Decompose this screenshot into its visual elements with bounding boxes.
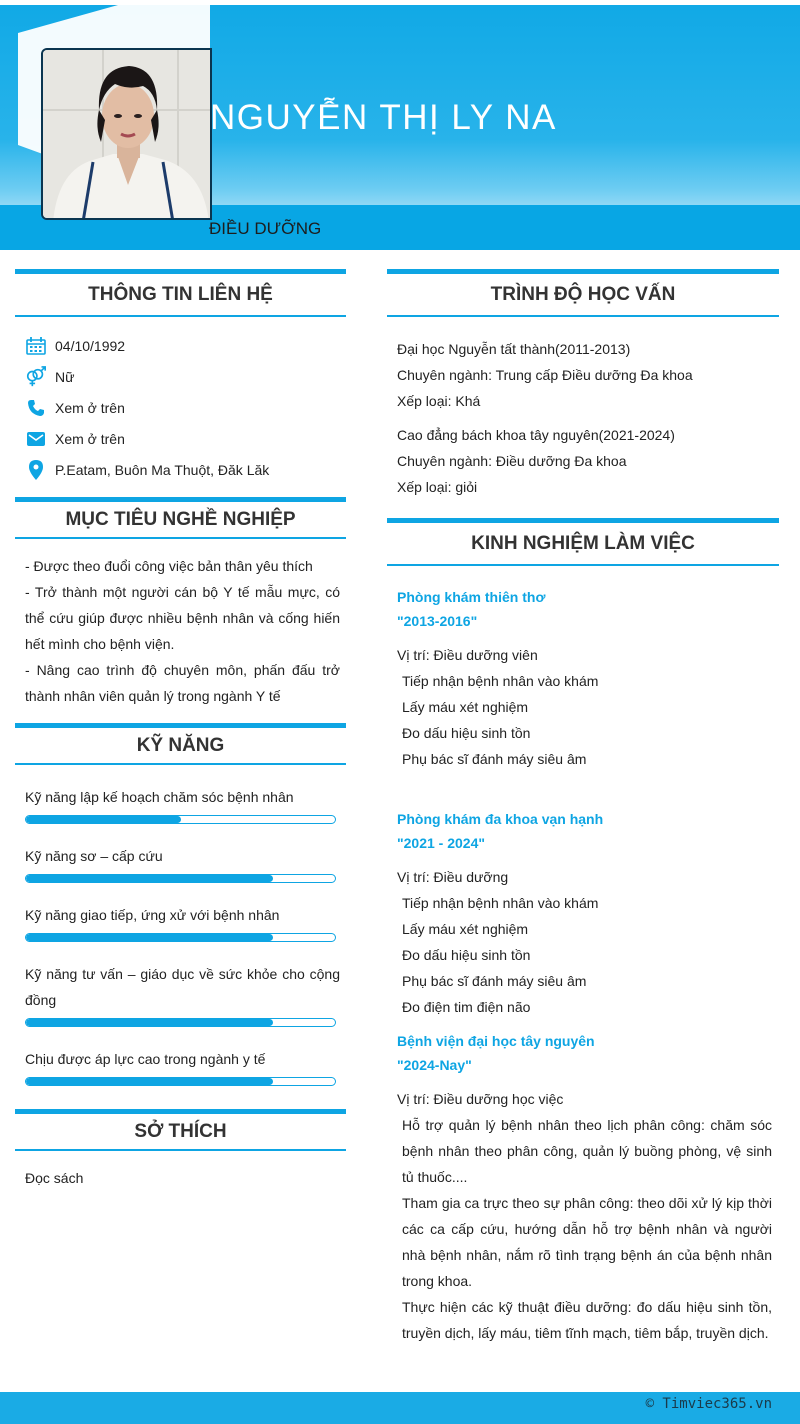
- job-period: "2024-Nay": [397, 1057, 472, 1073]
- footer-copyright[interactable]: © Timviec365.vn: [645, 1396, 772, 1412]
- contact-gender-value: Nữ: [55, 369, 75, 385]
- location-icon: [25, 459, 47, 481]
- skill-label: Chịu được áp lực cao trong ngành y tế: [25, 1051, 266, 1067]
- objective-line: - Được theo đuổi công việc bản thân yêu thích: [25, 558, 313, 574]
- contact-birthday: [25, 335, 125, 357]
- gender-icon: [25, 366, 47, 388]
- education-heading: TRÌNH ĐỘ HỌC VẤN: [387, 269, 779, 317]
- hobbies-heading: SỞ THÍCH: [15, 1109, 346, 1151]
- contact-phone: [25, 397, 125, 419]
- avatar-portrait-icon: [43, 50, 212, 220]
- job-details: [397, 1086, 772, 1346]
- job-task: Tiếp nhận bệnh nhân vào khám: [402, 673, 599, 689]
- job-position: Vị trí: Điều dưỡng viên: [397, 647, 538, 663]
- skill-bar-fill: [26, 816, 181, 823]
- education-rank: Xếp loại: giỏi: [397, 479, 478, 495]
- skill-label: Kỹ năng lập kế hoạch chăm sóc bệnh nhân: [25, 789, 294, 805]
- education-school: Đại học Nguyễn tất thành(2011-2013): [397, 341, 631, 357]
- skill-label: Kỹ năng sơ – cấp cứu: [25, 848, 163, 864]
- education-major: Chuyên ngành: Điều dưỡng Đa khoa: [397, 453, 627, 469]
- hobbies-text: Đọc sách: [25, 1170, 84, 1186]
- education-rank: Xếp loại: Khá: [397, 393, 481, 409]
- skill-bar: [25, 874, 336, 883]
- education-entry: [397, 422, 772, 500]
- avatar: [41, 48, 212, 220]
- skill-bar-fill: [26, 934, 273, 941]
- candidate-name: NGUYỄN THỊ LY NA: [210, 98, 557, 137]
- footer-bar: [0, 1392, 800, 1424]
- job-company: Phòng khám thiên thơ: [397, 589, 546, 605]
- contact-heading: THÔNG TIN LIÊN HỆ: [15, 269, 346, 317]
- job-task: Hỗ trợ quản lý bệnh nhân theo lịch phân công: chăm sóc bệnh nhân theo phân công, quản lý buồng phòng, vệ sinh tủ thuốc....: [402, 1117, 772, 1185]
- job-details: [397, 642, 772, 772]
- job-task: Tham gia ca trực theo sự phân công: theo dõi xử lý kịp thời các ca cấp cứu, hướng dẫn hỗ trợ bệnh nhân và người nhà bệnh nhân, nắm rõ tình trạng bệnh án của bệnh nhân trong khoa.: [402, 1195, 772, 1289]
- job-position: Vị trí: Điều dưỡng học việc: [397, 1091, 564, 1107]
- phone-icon: [25, 397, 47, 419]
- candidate-title: ĐIỀU DƯỠNG: [209, 219, 322, 238]
- job-header: [397, 1029, 772, 1077]
- education-school: Cao đẳng bách khoa tây nguyên(2021-2024): [397, 427, 675, 443]
- job-period: "2021 - 2024": [397, 835, 486, 851]
- calendar-icon: [25, 335, 47, 357]
- job-details: [397, 864, 772, 1020]
- contact-address: [25, 459, 269, 481]
- job-task: Đo điện tim điện não: [402, 999, 531, 1015]
- job-task: Lấy máu xét nghiệm: [402, 699, 529, 715]
- objective-line: - Trở thành một người cán bộ Y tế mẫu mực, có thể cứu giúp được nhiều bệnh nhân và cống hiến hết mình cho bệnh viện.: [25, 584, 340, 652]
- job-task: Phụ bác sĩ đánh máy siêu âm: [402, 973, 587, 989]
- job-task: Lấy máu xét nghiệm: [402, 921, 529, 937]
- skill-bar-fill: [26, 875, 273, 882]
- job-company: Bệnh viện đại học tây nguyên: [397, 1033, 595, 1049]
- objective-text: [25, 553, 340, 709]
- job-header: [397, 585, 772, 633]
- contact-email-value: Xem ở trên: [55, 431, 125, 447]
- job-task: Đo dấu hiệu sinh tồn: [402, 947, 531, 963]
- education-entry: [397, 336, 772, 414]
- contact-phone-value: Xem ở trên: [55, 400, 125, 416]
- job-task: Đo dấu hiệu sinh tồn: [402, 725, 531, 741]
- skills-heading: KỸ NĂNG: [15, 723, 346, 765]
- job-position: Vị trí: Điều dưỡng: [397, 869, 509, 885]
- education-major: Chuyên ngành: Trung cấp Điều dưỡng Đa khoa: [397, 367, 693, 383]
- objective-heading: MỤC TIÊU NGHỀ NGHIỆP: [15, 497, 346, 539]
- skill-bar-fill: [26, 1019, 273, 1026]
- skill-bar: [25, 933, 336, 942]
- contact-birthday-value: 04/10/1992: [55, 338, 126, 354]
- job-task: Phụ bác sĩ đánh máy siêu âm: [402, 751, 587, 767]
- objective-line: - Nâng cao trình độ chuyên môn, phấn đấu trở thành nhân viên quản lý trong ngành Y tế: [25, 662, 340, 704]
- contact-email: [25, 428, 125, 450]
- contact-address-value: P.Eatam, Buôn Ma Thuột, Đăk Lăk: [55, 462, 270, 478]
- job-task: Tiếp nhận bệnh nhân vào khám: [402, 895, 599, 911]
- experience-heading: KINH NGHIỆM LÀM VIỆC: [387, 518, 779, 566]
- skill-label: Kỹ năng giao tiếp, ứng xử với bệnh nhân: [25, 907, 280, 923]
- skill-bar: [25, 1018, 336, 1027]
- job-period: "2013-2016": [397, 613, 478, 629]
- contact-gender: [25, 366, 74, 388]
- skill-bar-fill: [26, 1078, 273, 1085]
- skill-bar: [25, 1077, 336, 1086]
- skill-label: Kỹ năng tư vấn – giáo dục về sức khỏe cho cộng đồng: [25, 966, 340, 1008]
- job-header: [397, 807, 772, 855]
- job-company: Phòng khám đa khoa vạn hạnh: [397, 811, 604, 827]
- email-icon: [25, 428, 47, 450]
- skill-bar: [25, 815, 336, 824]
- job-task: Thực hiện các kỹ thuật điều dưỡng: đo dấu hiệu sinh tồn, truyền dịch, lấy máu, tiêm tĩnh mạch, tiêm bắp, truyền dịch.: [402, 1299, 772, 1341]
